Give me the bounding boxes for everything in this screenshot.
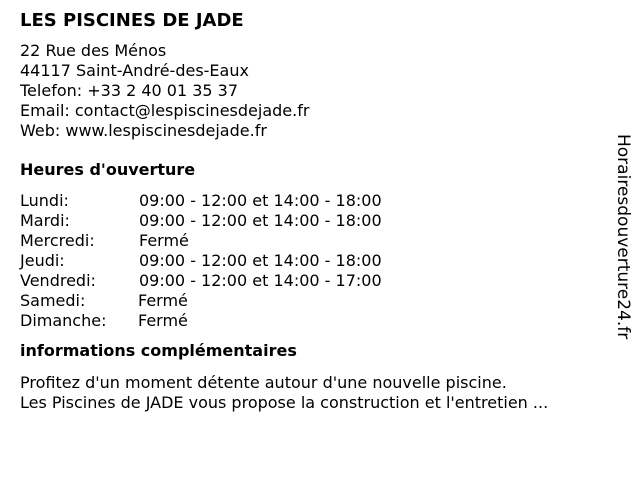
hours-row-tuesday bbox=[20, 211, 580, 231]
hours-row-saturday bbox=[20, 291, 580, 311]
day-label: Mercredi: bbox=[20, 231, 95, 250]
address-city: 44117 Saint-André-des-Eaux bbox=[20, 61, 249, 80]
day-hours: 09:00 - 12:00 et 14:00 - 18:00 bbox=[139, 251, 382, 270]
hours-row-wednesday bbox=[20, 231, 580, 251]
day-label: Lundi: bbox=[20, 191, 69, 210]
day-hours: 09:00 - 12:00 et 14:00 - 18:00 bbox=[139, 191, 382, 210]
email-address: Email: contact@lespiscinesdejade.fr bbox=[20, 101, 310, 120]
hours-row-thursday bbox=[20, 251, 580, 271]
address-street: 22 Rue des Ménos bbox=[20, 41, 167, 60]
day-hours: Fermé bbox=[138, 311, 188, 330]
info-text-line-2: Les Piscines de JADE vous propose la construction et l'entretien ... bbox=[20, 393, 549, 412]
site-watermark: Horairesdouverture24.fr bbox=[613, 134, 633, 340]
day-hours: Fermé bbox=[138, 291, 188, 310]
day-label: Mardi: bbox=[20, 211, 70, 230]
day-label: Dimanche: bbox=[20, 311, 107, 330]
business-card bbox=[20, 9, 610, 413]
day-hours: Fermé bbox=[139, 231, 189, 250]
info-text-line-1: Profitez d'un moment détente autour d'une nouvelle piscine. bbox=[20, 373, 507, 392]
hours-heading: Heures d'ouverture bbox=[20, 160, 196, 179]
phone-number: Telefon: +33 2 40 01 35 37 bbox=[20, 81, 239, 100]
day-label: Jeudi: bbox=[20, 251, 65, 270]
hours-row-sunday bbox=[20, 311, 580, 331]
day-hours: 09:00 - 12:00 et 14:00 - 18:00 bbox=[139, 211, 382, 230]
day-label: Samedi: bbox=[20, 291, 86, 310]
website: Web: www.lespiscinesdejade.fr bbox=[20, 121, 267, 140]
info-heading: informations complémentaires bbox=[20, 341, 297, 360]
business-name: LES PISCINES DE JADE bbox=[20, 10, 244, 31]
hours-row-friday bbox=[20, 271, 580, 291]
day-label: Vendredi: bbox=[20, 271, 96, 290]
hours-table bbox=[20, 191, 580, 331]
hours-row-monday bbox=[20, 191, 580, 211]
day-hours: 09:00 - 12:00 et 14:00 - 17:00 bbox=[139, 271, 382, 290]
